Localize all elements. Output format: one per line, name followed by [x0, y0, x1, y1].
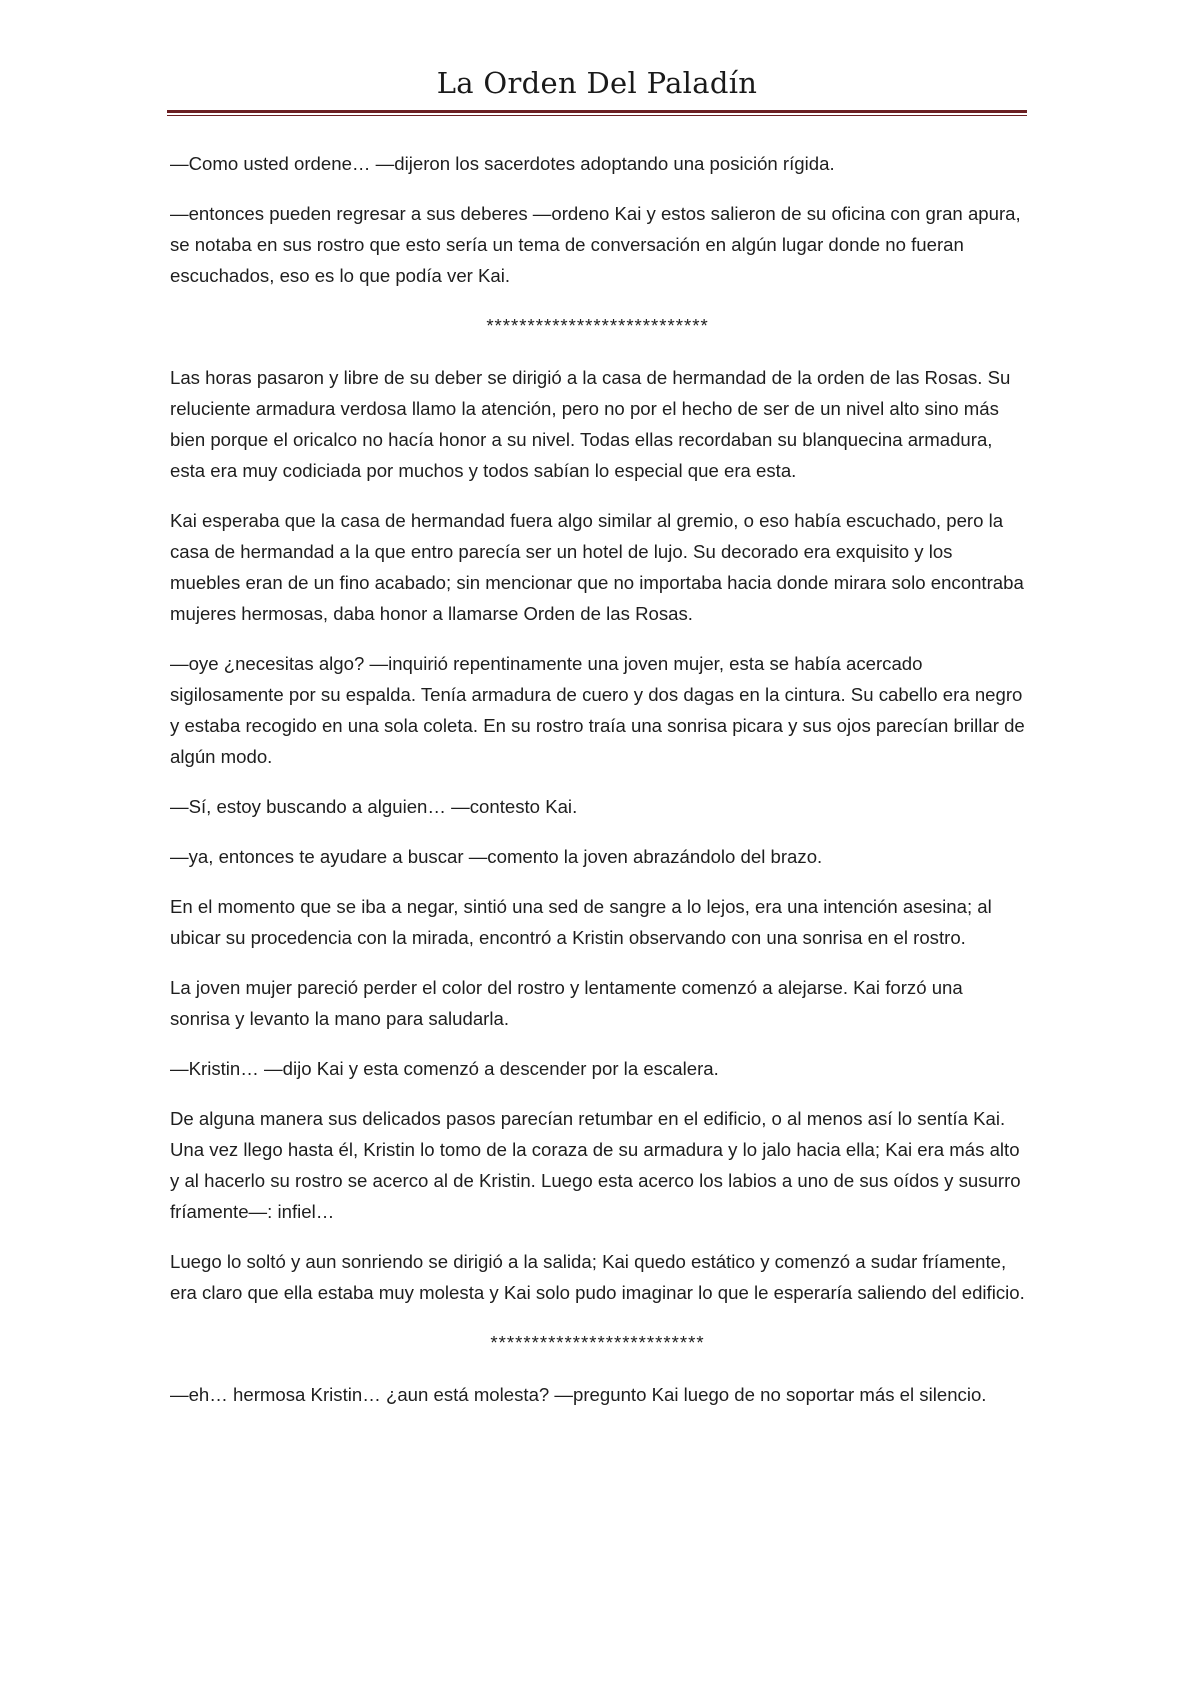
page-header-title: La Orden Del Paladín: [436, 66, 758, 100]
paragraph: En el momento que se iba a negar, sintió una sed de sangre a lo lejos, era una intención asesina; al ubicar su procedencia con la mirada, encontró a Kristin observando con una sonrisa en el rostro.: [170, 896, 992, 948]
paragraph: —Kristin… —dijo Kai y esta comenzó a descender por la escalera.: [170, 1058, 719, 1079]
paragraph: —eh… hermosa Kristin… ¿aun está molesta? —pregunto Kai luego de no soportar más el silencio.: [170, 1384, 987, 1405]
header-rule: [167, 110, 1027, 113]
section-separator: **************************: [490, 1332, 705, 1353]
paragraph: —Como usted ordene… —dijeron los sacerdotes adoptando una posición rígida.: [170, 153, 835, 174]
paragraph: Las horas pasaron y libre de su deber se dirigió a la casa de hermandad de la orden de las Rosas. Su reluciente armadura verdosa llamo la atención, pero no por el hecho de ser de un nivel alto sino más bien porque el oricalco no hacía honor a su nivel. Todas ellas recordaban su blanquecina armadura, esta era muy codiciada por muchos y todos sabían lo especial que era esta.: [170, 367, 1011, 481]
paragraph: —entonces pueden regresar a sus deberes —ordeno Kai y estos salieron de su oficina con gran apura, se notaba en sus rostro que esto sería un tema de conversación en algún lugar donde no fueran escuchados, eso es lo que podía ver Kai.: [170, 203, 1021, 286]
paragraph: Luego lo soltó y aun sonriendo se dirigió a la salida; Kai quedo estático y comenzó a sudar fríamente, era claro que ella estaba muy molesta y Kai solo pudo imaginar lo que le esperaría saliendo del edificio.: [170, 1251, 1025, 1303]
paragraph: —Sí, estoy buscando a alguien… —contesto Kai.: [170, 796, 578, 817]
document-body: [170, 148, 1025, 1429]
paragraph: La joven mujer pareció perder el color del rostro y lentamente comenzó a alejarse. Kai forzó una sonrisa y levanto la mano para saludarla.: [170, 977, 963, 1029]
paragraph: —oye ¿necesitas algo? —inquirió repentinamente una joven mujer, esta se había acercado sigilosamente por su espalda. Tenía armadura de cuero y dos dagas en la cintura. Su cabello era negro y estaba recogido en una sola coleta. En su rostro traía una sonrisa picara y sus ojos parecían brillar de algún modo.: [170, 653, 1025, 767]
header-rule-thin: [167, 115, 1027, 116]
paragraph: Kai esperaba que la casa de hermandad fuera algo similar al gremio, o eso había escuchado, pero la casa de hermandad a la que entro parecía ser un hotel de lujo. Su decorado era exquisito y los muebles eran de un fino acabado; sin mencionar que no importaba hacia donde mirara solo encontraba mujeres hermosas, daba honor a llamarse Orden de las Rosas.: [170, 510, 1024, 624]
paragraph: —ya, entonces te ayudare a buscar —comento la joven abrazándolo del brazo.: [170, 846, 823, 867]
section-separator: ***************************: [486, 315, 709, 336]
paragraph: De alguna manera sus delicados pasos parecían retumbar en el edificio, o al menos así lo sentía Kai. Una vez llego hasta él, Kristin lo tomo de la coraza de su armadura y lo jalo hacia ella; Kai era más alto y al hacerlo su rostro se acerco al de Kristin. Luego esta acerco los labios a uno de sus oídos y susurro fríamente—: infiel…: [170, 1108, 1021, 1222]
